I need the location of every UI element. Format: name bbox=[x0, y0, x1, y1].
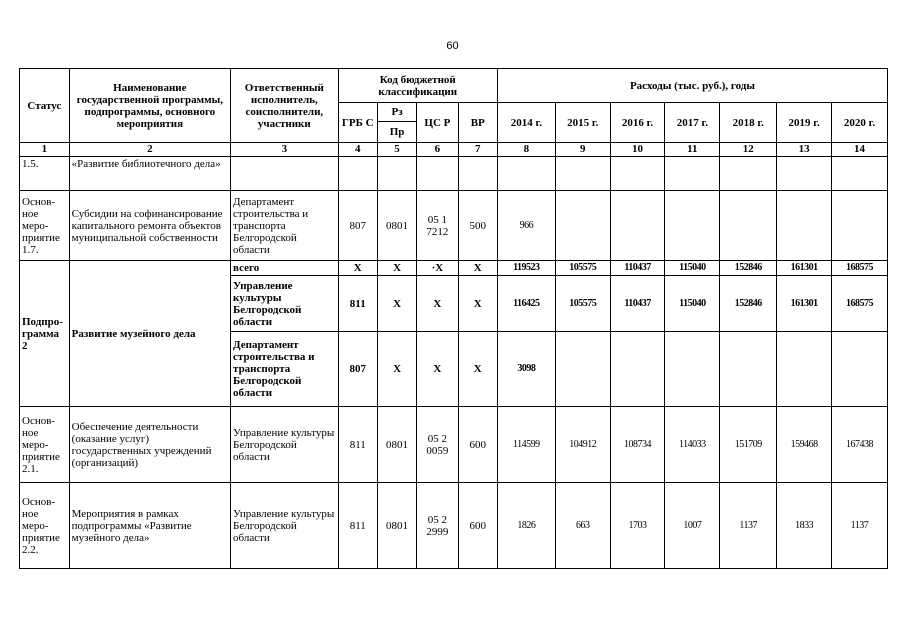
value-cell: 152846 bbox=[720, 261, 777, 276]
status-cell: Основ-ное меро-приятие 1.7. bbox=[20, 191, 70, 261]
vr-cell: 500 bbox=[458, 191, 497, 261]
value-cell: 1137 bbox=[720, 483, 777, 569]
name-cell: Развитие музейного дела bbox=[69, 261, 230, 407]
value-cell bbox=[832, 191, 888, 261]
header-expenses: Расходы (тыс. руб.), годы bbox=[497, 69, 887, 103]
vr-cell: Х bbox=[458, 276, 497, 332]
value-cell: 1833 bbox=[777, 483, 832, 569]
table-row bbox=[20, 483, 888, 569]
name-cell: Мероприятия в рамках подпрограммы «Развитие музейного дела» bbox=[69, 483, 230, 569]
value-cell bbox=[777, 191, 832, 261]
header-year: 2019 г. bbox=[777, 103, 832, 143]
table-row bbox=[20, 407, 888, 483]
name-cell: Обеспечение деятельности (оказание услуг) государственных учреждений (организаций) bbox=[69, 407, 230, 483]
value-cell: 159468 bbox=[777, 407, 832, 483]
grbs-cell: 811 bbox=[338, 407, 377, 483]
column-number: 14 bbox=[832, 143, 888, 157]
value-cell bbox=[720, 332, 777, 407]
value-cell: 105575 bbox=[555, 276, 610, 332]
column-number: 8 bbox=[497, 143, 555, 157]
status-cell: Подпро-грамма 2 bbox=[20, 261, 70, 407]
value-cell: 168575 bbox=[832, 276, 888, 332]
value-cell: 167438 bbox=[832, 407, 888, 483]
header-rz: Рз bbox=[378, 103, 416, 122]
value-cell bbox=[777, 332, 832, 407]
value-cell bbox=[610, 332, 665, 407]
status-cell: Основ-ное меро-приятие 2.2. bbox=[20, 483, 70, 569]
column-number: 1 bbox=[20, 143, 70, 157]
header-budget-code: Код бюджетной классификации bbox=[338, 69, 497, 103]
value-cell: 1703 bbox=[610, 483, 665, 569]
name-cell: Субсидии на софинансирование капитального ремонта объектов муниципальной собственности bbox=[69, 191, 230, 261]
grbs-cell: 811 bbox=[338, 276, 377, 332]
status-cell: 1.5. bbox=[20, 157, 70, 191]
csr-cell: Х bbox=[417, 276, 458, 332]
value-cell: 168575 bbox=[832, 261, 888, 276]
value-cell: 104912 bbox=[555, 407, 610, 483]
budget-table bbox=[19, 68, 888, 569]
page-number: 60 bbox=[446, 40, 459, 52]
grbs-cell: Х bbox=[338, 261, 377, 276]
value-cell: 663 bbox=[555, 483, 610, 569]
vr-cell: 600 bbox=[458, 483, 497, 569]
column-number: 12 bbox=[720, 143, 777, 157]
grbs-cell: 807 bbox=[338, 332, 377, 407]
value-cell: 151709 bbox=[720, 407, 777, 483]
value-cell: 115040 bbox=[665, 261, 720, 276]
value-cell: 105575 bbox=[555, 261, 610, 276]
value-cell bbox=[555, 332, 610, 407]
rzpr-cell: 0801 bbox=[377, 483, 416, 569]
rzpr-cell: 0801 bbox=[377, 407, 416, 483]
header-pr: Пр bbox=[389, 126, 405, 138]
executor-cell: Управление культуры Белгородской области bbox=[231, 483, 339, 569]
column-number: 5 bbox=[377, 143, 416, 157]
value-cell: 115040 bbox=[665, 276, 720, 332]
value-cell: 114599 bbox=[497, 407, 555, 483]
value-cell: 1826 bbox=[497, 483, 555, 569]
value-cell: 110437 bbox=[610, 276, 665, 332]
vr-cell: 600 bbox=[458, 407, 497, 483]
header-grbs: ГРБ С bbox=[338, 103, 377, 143]
value-cell bbox=[832, 332, 888, 407]
rzpr-cell: 0801 bbox=[377, 191, 416, 261]
value-cell: 966 bbox=[497, 191, 555, 261]
table-row bbox=[20, 157, 888, 191]
csr-cell: Х bbox=[417, 332, 458, 407]
header-year: 2014 г. bbox=[497, 103, 555, 143]
header-csr: ЦС Р bbox=[417, 103, 458, 143]
column-number: 2 bbox=[69, 143, 230, 157]
value-cell: 116425 bbox=[497, 276, 555, 332]
column-number: 10 bbox=[610, 143, 665, 157]
rzpr-cell: Х bbox=[377, 261, 416, 276]
status-cell: Основ-ное меро-приятие 2.1. bbox=[20, 407, 70, 483]
column-number: 6 bbox=[417, 143, 458, 157]
header-year: 2018 г. bbox=[720, 103, 777, 143]
column-number: 7 bbox=[458, 143, 497, 157]
header-year: 2017 г. bbox=[665, 103, 720, 143]
header-rz-pr bbox=[377, 103, 416, 143]
value-cell: 3098 bbox=[497, 332, 555, 407]
executor-cell: Управление культуры Белгородской области bbox=[231, 407, 339, 483]
value-cell bbox=[665, 332, 720, 407]
csr-cell: ·Х bbox=[417, 261, 458, 276]
header-name: Наименование государственной программы, подпрограммы, основного мероприятия bbox=[69, 69, 230, 143]
value-cell bbox=[665, 191, 720, 261]
value-cell bbox=[610, 191, 665, 261]
value-cell: 108734 bbox=[610, 407, 665, 483]
vr-cell: Х bbox=[458, 261, 497, 276]
header-vr: ВР bbox=[458, 103, 497, 143]
table-row bbox=[20, 191, 888, 261]
executor-cell: Департамент строительства и транспорта Белгородской области bbox=[231, 332, 339, 407]
header-status: Статус bbox=[20, 69, 70, 143]
csr-cell: 05 1 7212 bbox=[417, 191, 458, 261]
header-year: 2016 г. bbox=[610, 103, 665, 143]
value-cell: 161301 bbox=[777, 276, 832, 332]
header-executor: Ответственный исполнитель, соисполнители, участники bbox=[231, 69, 339, 143]
column-number: 9 bbox=[555, 143, 610, 157]
column-number: 3 bbox=[231, 143, 339, 157]
executor-cell: всего bbox=[231, 261, 339, 276]
rzpr-cell: Х bbox=[377, 332, 416, 407]
value-cell: 119523 bbox=[497, 261, 555, 276]
executor-cell: Департамент строительства и транспорта Белгородской области bbox=[231, 191, 339, 261]
grbs-cell: 807 bbox=[338, 191, 377, 261]
name-cell: «Развитие библиотечного дела» bbox=[69, 157, 230, 191]
csr-cell: 05 2 2999 bbox=[417, 483, 458, 569]
value-cell: 1137 bbox=[832, 483, 888, 569]
column-number: 13 bbox=[777, 143, 832, 157]
vr-cell: Х bbox=[458, 332, 497, 407]
value-cell bbox=[555, 191, 610, 261]
csr-cell: 05 2 0059 bbox=[417, 407, 458, 483]
header-year: 2020 г. bbox=[832, 103, 888, 143]
rzpr-cell: Х bbox=[377, 276, 416, 332]
executor-cell: Управление культуры Белгородской области bbox=[231, 276, 339, 332]
table-row bbox=[20, 261, 888, 276]
column-number: 11 bbox=[665, 143, 720, 157]
value-cell: 1007 bbox=[665, 483, 720, 569]
column-number: 4 bbox=[338, 143, 377, 157]
column-number-row bbox=[20, 143, 888, 157]
value-cell bbox=[720, 191, 777, 261]
grbs-cell: 811 bbox=[338, 483, 377, 569]
value-cell: 152846 bbox=[720, 276, 777, 332]
value-cell: 114033 bbox=[665, 407, 720, 483]
header-year: 2015 г. bbox=[555, 103, 610, 143]
value-cell: 110437 bbox=[610, 261, 665, 276]
value-cell: 161301 bbox=[777, 261, 832, 276]
